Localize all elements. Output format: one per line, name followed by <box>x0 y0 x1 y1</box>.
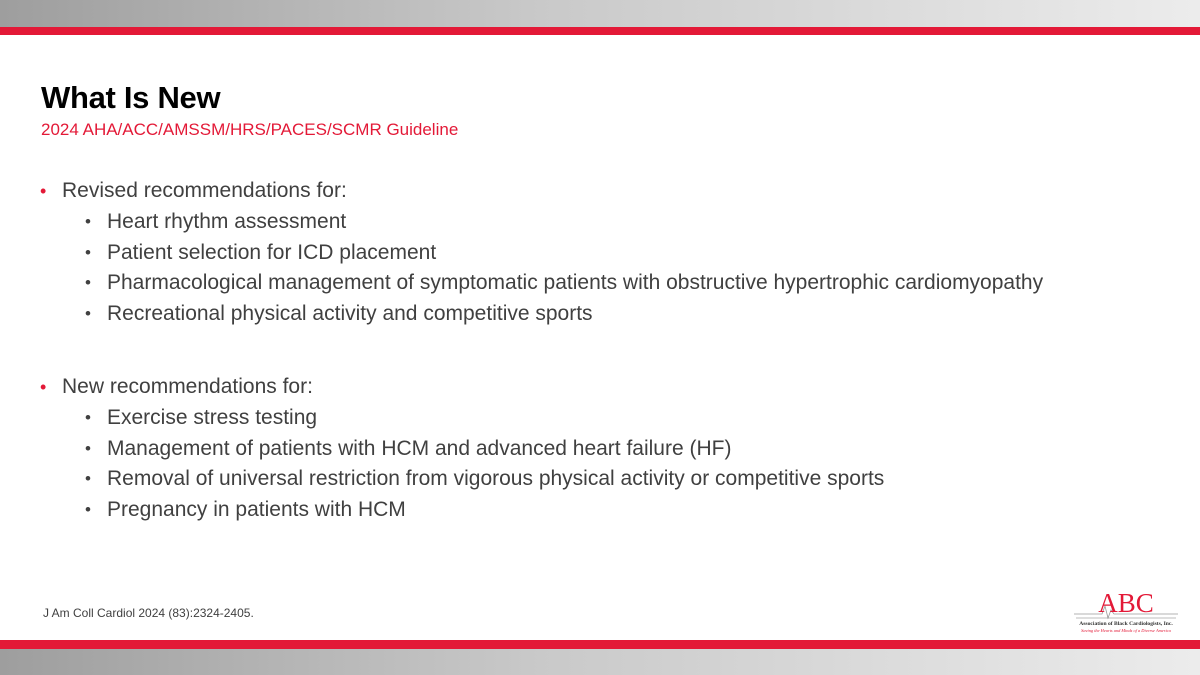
slide-title: What Is New <box>41 80 221 115</box>
list-item-text: Recreational physical activity and competitive sports <box>107 301 593 325</box>
bullet-icon: • <box>85 438 91 458</box>
red-bullet-icon: • <box>40 377 47 397</box>
bullet-icon: • <box>85 469 91 488</box>
citation: J Am Coll Cardiol 2024 (83):2324-2405. <box>43 606 254 620</box>
logo-tagline: Saving the Hearts and Minds of a Diverse America <box>1081 628 1171 633</box>
top-red-stripe <box>0 27 1200 35</box>
logo-letters: ABC <box>1098 588 1154 618</box>
logo-org-name: Association of Black Cardiologists, Inc. <box>1079 621 1173 627</box>
bullet-icon: • <box>85 303 91 323</box>
red-bullet-icon: • <box>40 181 47 201</box>
list-item-text: Management of patients with HCM and advanced heart failure (HF) <box>107 436 732 460</box>
list-item-text: Exercise stress testing <box>107 406 318 429</box>
slide-subtitle: 2024 AHA/ACC/AMSSM/HRS/PACES/SCMR Guideline <box>41 120 459 139</box>
bottom-red-stripe <box>0 640 1200 649</box>
list-item-text: Removal of universal restriction from vigorous physical activity or competitive sports <box>107 467 885 490</box>
bullet-icon: • <box>85 499 91 519</box>
bullet-icon: • <box>85 212 91 231</box>
list-item-text: Pregnancy in patients with HCM <box>107 497 406 521</box>
abc-logo <box>1072 588 1180 636</box>
bullet-icon: • <box>85 273 91 292</box>
list-item-text: Patient selection for ICD placement <box>107 240 437 264</box>
bottom-gray-band <box>0 649 1200 675</box>
section-heading-text: New recommendations for: <box>62 375 313 398</box>
list-item-text: Heart rhythm assessment <box>107 210 347 233</box>
bullet-icon: • <box>85 242 91 262</box>
bullet-icon: • <box>85 408 91 427</box>
list-item-text: Pharmacological management of symptomatic patients with obstructive hypertrophic cardiomyopathy <box>107 271 1044 294</box>
section-heading-text: Revised recommendations for: <box>62 179 347 202</box>
top-gray-band <box>0 0 1200 27</box>
